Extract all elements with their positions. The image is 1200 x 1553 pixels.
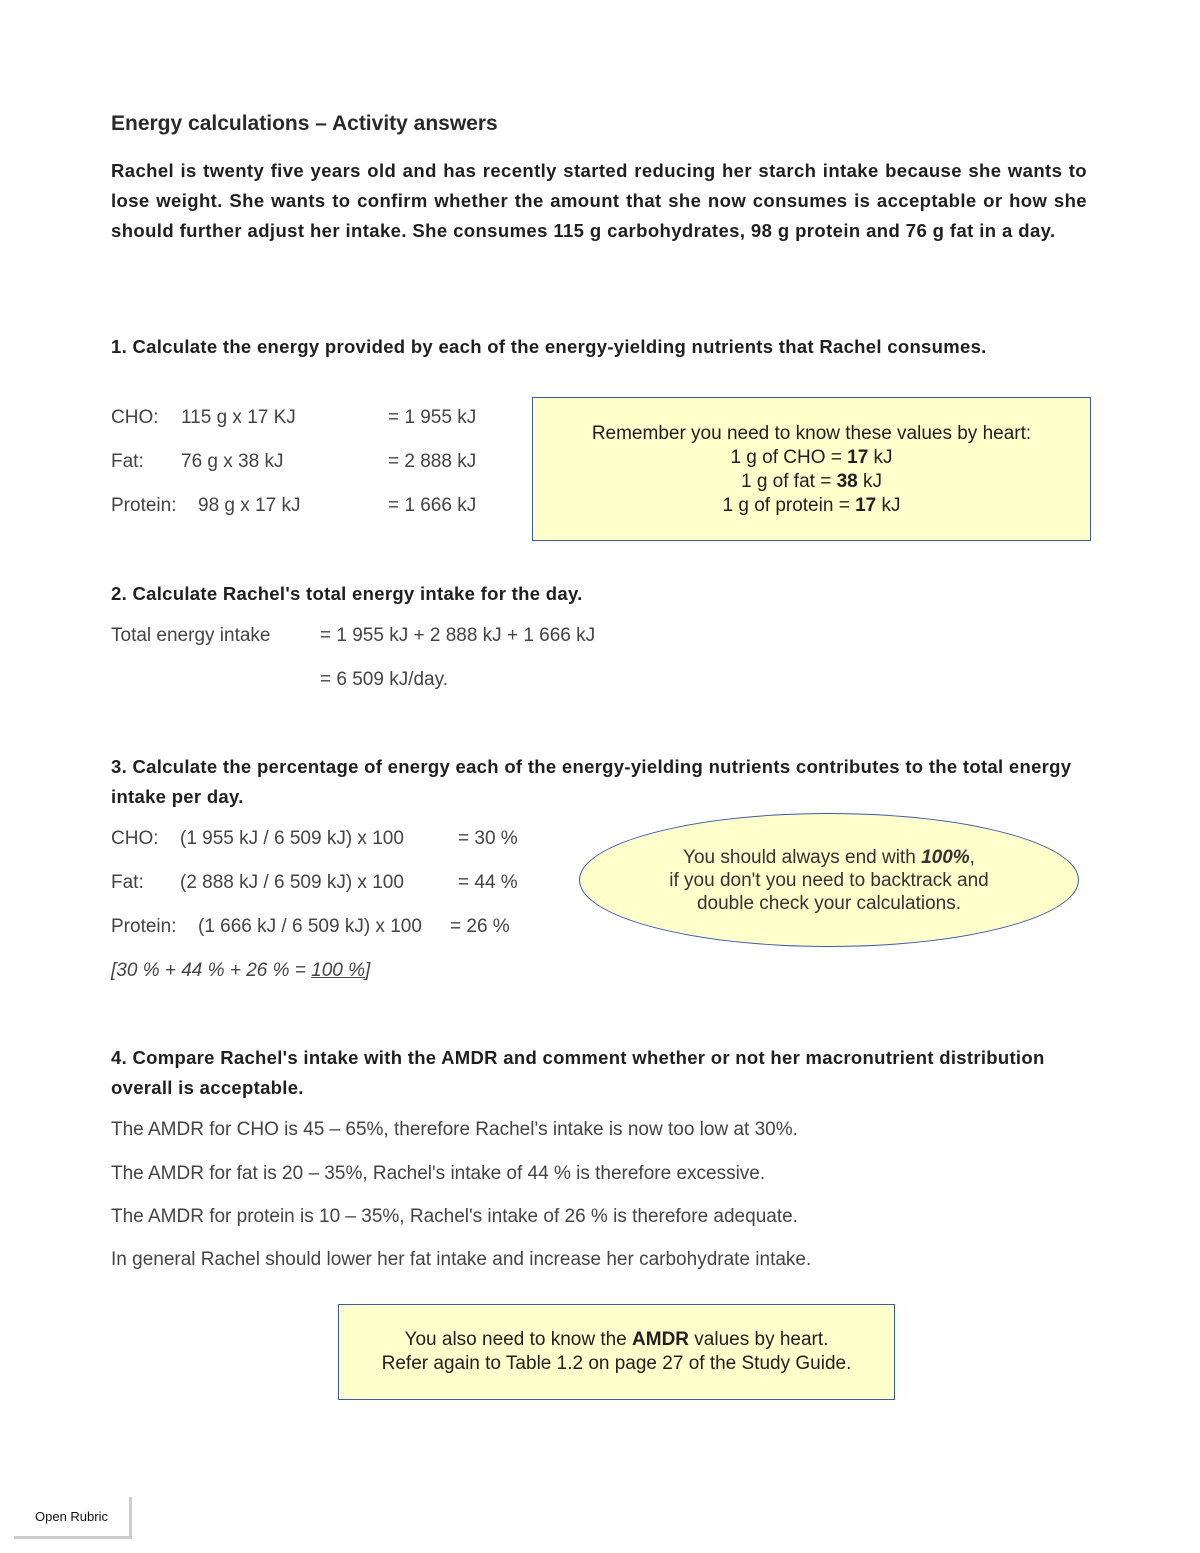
q3-row-label: Fat: [111, 872, 144, 893]
q3-row-label: Protein: [111, 916, 177, 937]
question-4: 4. Compare Rachel's intake with the AMDR and comment whether or not her macronutrient distribution overall is acceptable. [111, 1047, 1045, 1098]
q1-row-label: Protein: [111, 495, 177, 516]
q1-row-result: = 1 666 kJ [388, 495, 477, 516]
q2-total-line: = 6 509 kJ/day. [320, 669, 448, 690]
q3-row-result: = 26 % [450, 916, 510, 937]
q3-row-cho [111, 828, 518, 850]
q3-row-fat [111, 872, 518, 894]
q1-row-label: CHO: [111, 407, 159, 428]
q3-row-result: = 30 % [458, 828, 518, 849]
ellipse-line-2: if you don't you need to backtrack and [669, 869, 989, 891]
amdr-fat-line: The AMDR for fat is 20 – 35%, Rachel's intake of 44 % is therefore excessive. [111, 1163, 766, 1184]
note-protein-line: 1 g of protein = 17 kJ [722, 495, 901, 516]
amdr-cho-line: The AMDR for CHO is 45 – 65%, therefore Rachel's intake is now too low at 30%. [111, 1119, 798, 1140]
q1-row-fat [111, 451, 477, 473]
q1-row-result: = 1 955 kJ [388, 407, 477, 428]
amdr-note-line-1: You also need to know the AMDR values by heart. [404, 1329, 829, 1350]
ellipse-line-3: double check your calculations. [696, 892, 962, 914]
amdr-note [338, 1304, 895, 1400]
q3-row-calc: (1 955 kJ / 6 509 kJ) x 100 [180, 828, 404, 849]
open-rubric-button[interactable]: Open Rubric [14, 1497, 132, 1539]
q3-row-calc: (1 666 kJ / 6 509 kJ) x 100 [198, 916, 422, 937]
q1-row-result: = 2 888 kJ [388, 451, 477, 472]
amdr-summary-line: In general Rachel should lower her fat intake and increase her carbohydrate intake. [111, 1249, 812, 1270]
q2-total-label: Total energy intake [111, 625, 271, 646]
percentage-note-ellipse [579, 813, 1079, 947]
q3-row-result: = 44 % [458, 872, 518, 893]
q3-check-total: 100 % [311, 960, 366, 981]
intro-paragraph: Rachel is twenty five years old and has recently started reducing her starch intake because she wants to lose weight. She wants to confirm whether the amount that she now consumes is acceptable or how she should further adjust her intake. She consumes 115 g carbohydrates, 98 g protein and 76 g fat in a day. [111, 160, 1087, 241]
note-cho-line: 1 g of CHO = 17 kJ [730, 447, 893, 468]
q1-row-calc: 115 g x 17 KJ [181, 407, 296, 428]
energy-values-note [532, 397, 1091, 541]
q1-row-label: Fat: [111, 451, 144, 472]
question-1: 1. Calculate the energy provided by each of the energy-yielding nutrients that Rachel consumes. [111, 336, 987, 357]
question-3: 3. Calculate the percentage of energy each of the energy-yielding nutrients contributes to the total energy intake per day. [111, 756, 1072, 807]
ellipse-line-1: You should always end with 100%, [683, 846, 975, 868]
note-heading: Remember you need to know these values by heart: [591, 423, 1032, 444]
q3-check-line: [30 % + 44 % + 26 % = 100 %] [111, 960, 371, 981]
amdr-note-line-2: Refer again to Table 1.2 on page 27 of the Study Guide. [381, 1353, 852, 1374]
amdr-protein-line: The AMDR for protein is 10 – 35%, Rachel's intake of 26 % is therefore adequate. [111, 1206, 798, 1227]
q1-row-protein [111, 495, 477, 517]
q1-row-calc: 76 g x 38 kJ [181, 451, 284, 472]
q2-sum-line: = 1 955 kJ + 2 888 kJ + 1 666 kJ [320, 625, 596, 646]
question-2: 2. Calculate Rachel's total energy intake for the day. [111, 583, 583, 604]
q3-row-calc: (2 888 kJ / 6 509 kJ) x 100 [180, 872, 404, 893]
q1-row-cho [111, 407, 477, 429]
q1-row-calc: 98 g x 17 kJ [198, 495, 301, 516]
page-title: Energy calculations – Activity answers [111, 112, 498, 135]
q3-row-label: CHO: [111, 828, 159, 849]
note-fat-line: 1 g of fat = 38 kJ [740, 471, 882, 492]
q3-row-protein [111, 916, 510, 938]
